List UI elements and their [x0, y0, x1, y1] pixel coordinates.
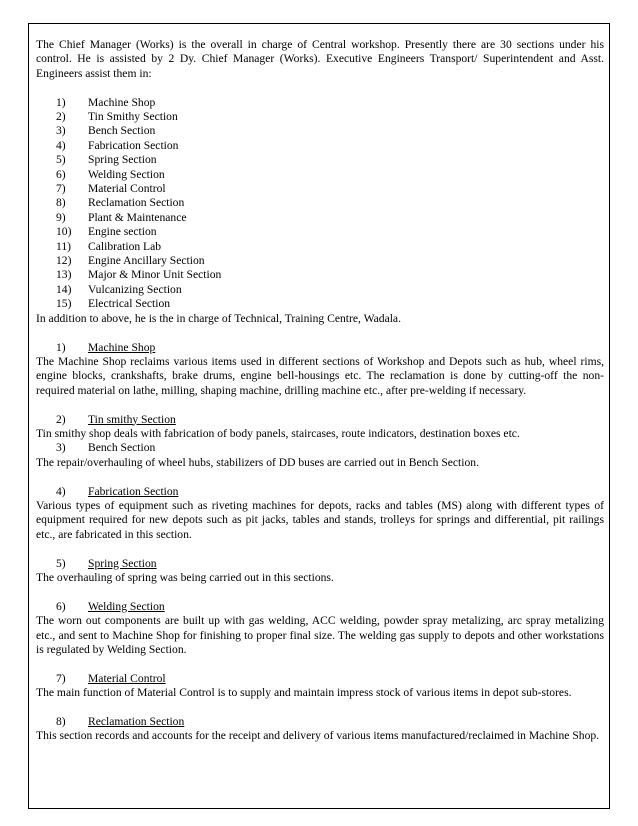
- list-item: 7) Material Control: [56, 182, 166, 196]
- spacer: [36, 657, 604, 671]
- section-title: Spring Section: [88, 556, 157, 570]
- section-heading: 7) Material Control: [56, 671, 166, 685]
- section-title: Fabrication Section: [88, 484, 179, 498]
- spacer: [36, 326, 604, 340]
- section-title: Material Control: [88, 671, 166, 685]
- list-item: 4) Fabrication Section: [56, 138, 179, 152]
- section-heading: 1) Machine Shop: [56, 340, 156, 354]
- section-heading: 5) Spring Section: [56, 556, 157, 570]
- section-heading: 4) Fabrication Section: [56, 484, 179, 498]
- list-item: 5) Spring Section: [56, 153, 157, 167]
- section-title: Machine Shop: [88, 340, 156, 354]
- list-item: 11) Calibration Lab: [56, 239, 162, 253]
- section-title: Tin smithy Section: [88, 412, 176, 426]
- list-item: 15) Electrical Section: [56, 297, 171, 311]
- section-list: [36, 96, 604, 312]
- list-item: 13) Major & Minor Unit Section: [56, 268, 222, 282]
- list-item: 12) Engine Ancillary Section: [56, 254, 205, 268]
- intro-paragraph: The Chief Manager (Works) is the overall in charge of Central workshop. Presently there are 30 sections under his control. He is assisted by 2 Dy. Chief Manager (Works). Executive Engineers Transport/ Superintendent and Asst. Engineers assist them in:: [36, 38, 604, 80]
- section-title: Reclamation Section: [88, 714, 185, 728]
- spacer: [36, 542, 604, 556]
- section-heading: 3) Bench Section: [56, 441, 156, 455]
- list-item: 1) Machine Shop: [56, 95, 156, 109]
- spacer: [36, 701, 604, 715]
- section-body: Tin smithy shop deals with fabrication of body panels, staircases, route indicators, destination boxes etc.: [36, 426, 520, 440]
- spacer: [36, 470, 604, 484]
- addition-paragraph: In addition to above, he is the in charge of Technical, Training Centre, Wadala.: [36, 311, 401, 325]
- section-title: Welding Section: [88, 599, 165, 613]
- section-heading: 2) Tin smithy Section: [56, 412, 176, 426]
- list-item: 9) Plant & Maintenance: [56, 210, 187, 224]
- list-item: 10) Engine section: [56, 225, 157, 239]
- section-body: The main function of Material Control is to supply and maintain impress stock of various items in depot sub-stores.: [36, 686, 572, 700]
- list-item: 6) Welding Section: [56, 167, 165, 181]
- section-body: The repair/overhauling of wheel hubs, stabilizers of DD buses are carried out in Bench Section.: [36, 455, 479, 469]
- section-body: Various types of equipment such as riveting machines for depots, racks and tables (MS) along with different types of equipment required for new depots such as pit jacks, tables and stands, trolleys for springs and differential, pit railings etc., are fabricated in this section.: [36, 498, 604, 541]
- list-item: 14) Vulcanizing Section: [56, 282, 182, 296]
- list-item: 3) Bench Section: [56, 124, 156, 138]
- spacer: [36, 585, 604, 599]
- section-body: The overhauling of spring was being carried out in this sections.: [36, 570, 334, 584]
- section-heading: 8) Reclamation Section: [56, 714, 185, 728]
- section-body: The worn out components are built up with gas welding, ACC welding, powder spray metalizing, arc spray metalizing etc., and sent to Machine Shop for finishing to proper final size. The welding gas supply to depots and other workstations is regulated by Welding Section.: [36, 614, 604, 656]
- section-heading: 6) Welding Section: [56, 599, 165, 613]
- document-body: [36, 38, 604, 744]
- list-item: 8) Reclamation Section: [56, 196, 185, 210]
- section-title: Bench Section: [88, 441, 156, 455]
- section-body: The Machine Shop reclaims various items used in different sections of Workshop and Depots such as hub, wheel rims, engine blocks, crankshafts, brake drums, engine bell-housings etc. The reclamation is done by cutting-off the non-required material on lathe, milling, shaping machine, drilling machine etc., after pre-welding if necessary.: [36, 354, 604, 397]
- section-body: This section records and accounts for the receipt and delivery of various items manufactured/reclaimed in Machine Shop.: [36, 729, 600, 743]
- spacer: [36, 81, 604, 95]
- list-item: 2) Tin Smithy Section: [56, 110, 178, 124]
- spacer: [36, 398, 604, 412]
